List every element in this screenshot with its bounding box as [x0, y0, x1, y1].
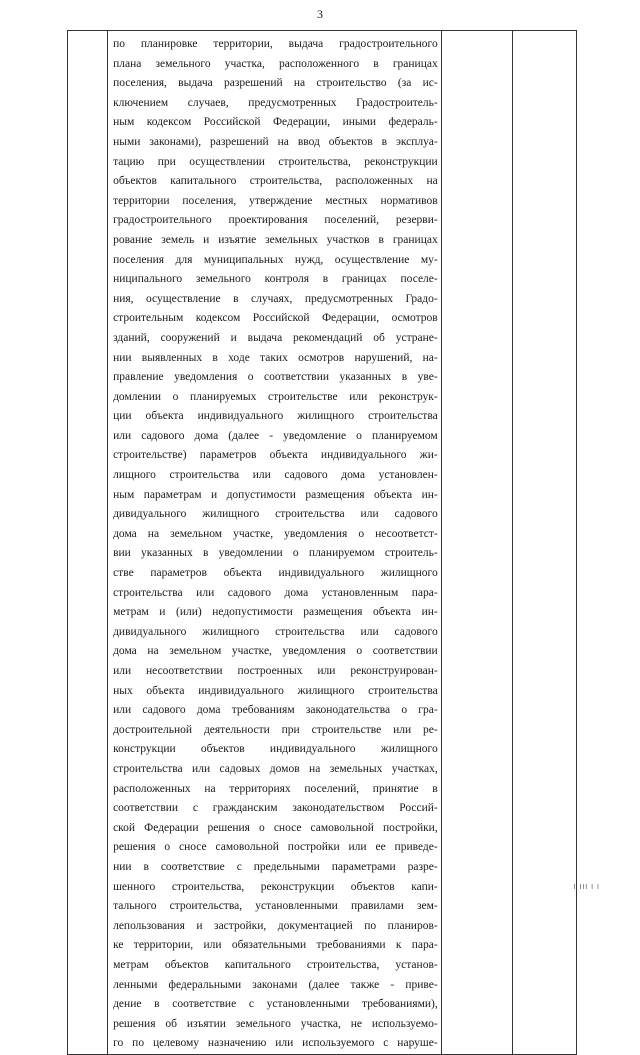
page-number: 3 [317, 7, 323, 21]
text-line: или несоответствии построенных или реконструирован- [113, 665, 438, 677]
description-text [108, 31, 441, 1054]
description-cell [108, 31, 442, 1055]
text-line: конструкции объектов индивидуального жилищного [113, 743, 438, 756]
table-row [68, 31, 577, 1055]
barcode-mark: I III I I [573, 884, 600, 891]
text-line: дома на земельном участке, уведомления о несоответст- [113, 527, 438, 540]
text-line: дивидуального жилищного строительства или садового [113, 508, 438, 521]
text-line: зданий, сооружений и выдача рекомендаций об устране- [113, 331, 438, 344]
text-line: дома на земельном участке, уведомления о соответствии [113, 645, 438, 658]
text-line: или садового дома требованиям законодательства о гра- [113, 704, 438, 717]
text-line: метрам объектов капитального строительства, установ- [113, 958, 438, 971]
text-line: градостроительного проектирования поселений, резерви- [113, 214, 438, 227]
text-line: ниципального земельного контроля в границах поселе- [113, 273, 438, 286]
text-line: достроительной деятельности при строительстве или ре- [113, 723, 438, 736]
text-line: соответствии с гражданским законодательством Россий- [113, 802, 438, 815]
text-line: ных объекта индивидуального жилищного строительства [113, 684, 438, 697]
text-line: объектов капитального строительства, расположенных на [113, 175, 438, 188]
text-line: стве параметров объекта индивидуального жилищного [113, 567, 438, 580]
text-line: строительства или садового дома установленным пара- [113, 586, 438, 599]
text-line: го по целевому назначению или используемого с наруше- [113, 1037, 438, 1050]
document-table [67, 30, 577, 1055]
text-line: строительным кодексом Российской Федерации, осмотров [113, 312, 438, 325]
text-line: домлении о планируемых строительстве или реконструк- [113, 390, 438, 403]
text-line: решения об изъятии земельного участка, не используемо- [113, 1017, 438, 1030]
text-line: ленными федеральными законами (далее также - приве- [113, 978, 438, 991]
text-line: нии в соответствие с предельными параметрами разре- [113, 860, 438, 873]
text-line: шенного строительства, реконструкции объектов капи- [113, 880, 438, 893]
text-line: или садового дома (далее - уведомление о планируемом [113, 429, 438, 442]
text-line: строительстве) параметров объекта индивидуального жи- [113, 449, 438, 462]
text-line: ными законами), разрешений на ввод объектов в эксплуа- [113, 135, 438, 148]
text-line: ции объекта индивидуального жилищного строительства [113, 410, 438, 423]
text-line: по планировке территории, выдача градостроительного [113, 38, 438, 50]
empty-cell [512, 31, 576, 1055]
text-line: ным параметрам и допустимости размещения объекта ин- [113, 488, 438, 501]
text-line: ке территории, или обязательными требованиями к пара- [113, 939, 438, 952]
text-line: плана земельного участка, расположенного в границах [113, 57, 438, 70]
text-line: территории поселения, утверждение местных нормативов [113, 194, 438, 207]
text-line: расположенных на территориях поселений, принятие в [113, 782, 438, 795]
empty-cell [441, 31, 512, 1055]
number-cell [68, 31, 108, 1055]
text-line: тацию при осуществлении строительства, реконструкции [113, 155, 438, 168]
text-line: дивидуального жилищного строительства или садового [113, 625, 438, 638]
text-line: строительства или садовых домов на земельных участках, [113, 762, 438, 775]
text-line: тального строительства, установленными правилами зем- [113, 900, 438, 913]
text-line: правление уведомления о соответствии указанных в уве- [113, 371, 438, 384]
text-line: ключением случаев, предусмотренных Градостроитель- [113, 96, 438, 109]
text-line: нии выявленных в ходе таких осмотров нарушений, на- [113, 351, 438, 364]
text-line: лепользования и застройки, документацией по планиров- [113, 919, 438, 932]
text-line: вии указанных в уведомлении о планируемом строитель- [113, 547, 438, 560]
text-line: лищного строительства или садового дома установлен- [113, 469, 438, 482]
text-line: ным кодексом Российской Федерации, иными федераль- [113, 116, 438, 129]
text-line: рование земель и изъятие земельных участков в границах [113, 233, 438, 246]
text-line: поселения, выдача разрешений на строительство (за ис- [113, 77, 438, 90]
text-line: метрам и (или) недопустимости размещения объекта ин- [113, 606, 438, 619]
text-line: решения о сносе самовольной постройки или ее приведе- [113, 841, 438, 854]
text-line: дение в соответствие с установленными требованиями), [113, 998, 438, 1011]
text-line: поселения для муниципальных нужд, осуществление му- [113, 253, 438, 266]
text-line: ния, осуществление в случаях, предусмотренных Градо- [113, 292, 438, 305]
text-line: ской Федерации решения о сносе самовольной постройки, [113, 821, 438, 834]
